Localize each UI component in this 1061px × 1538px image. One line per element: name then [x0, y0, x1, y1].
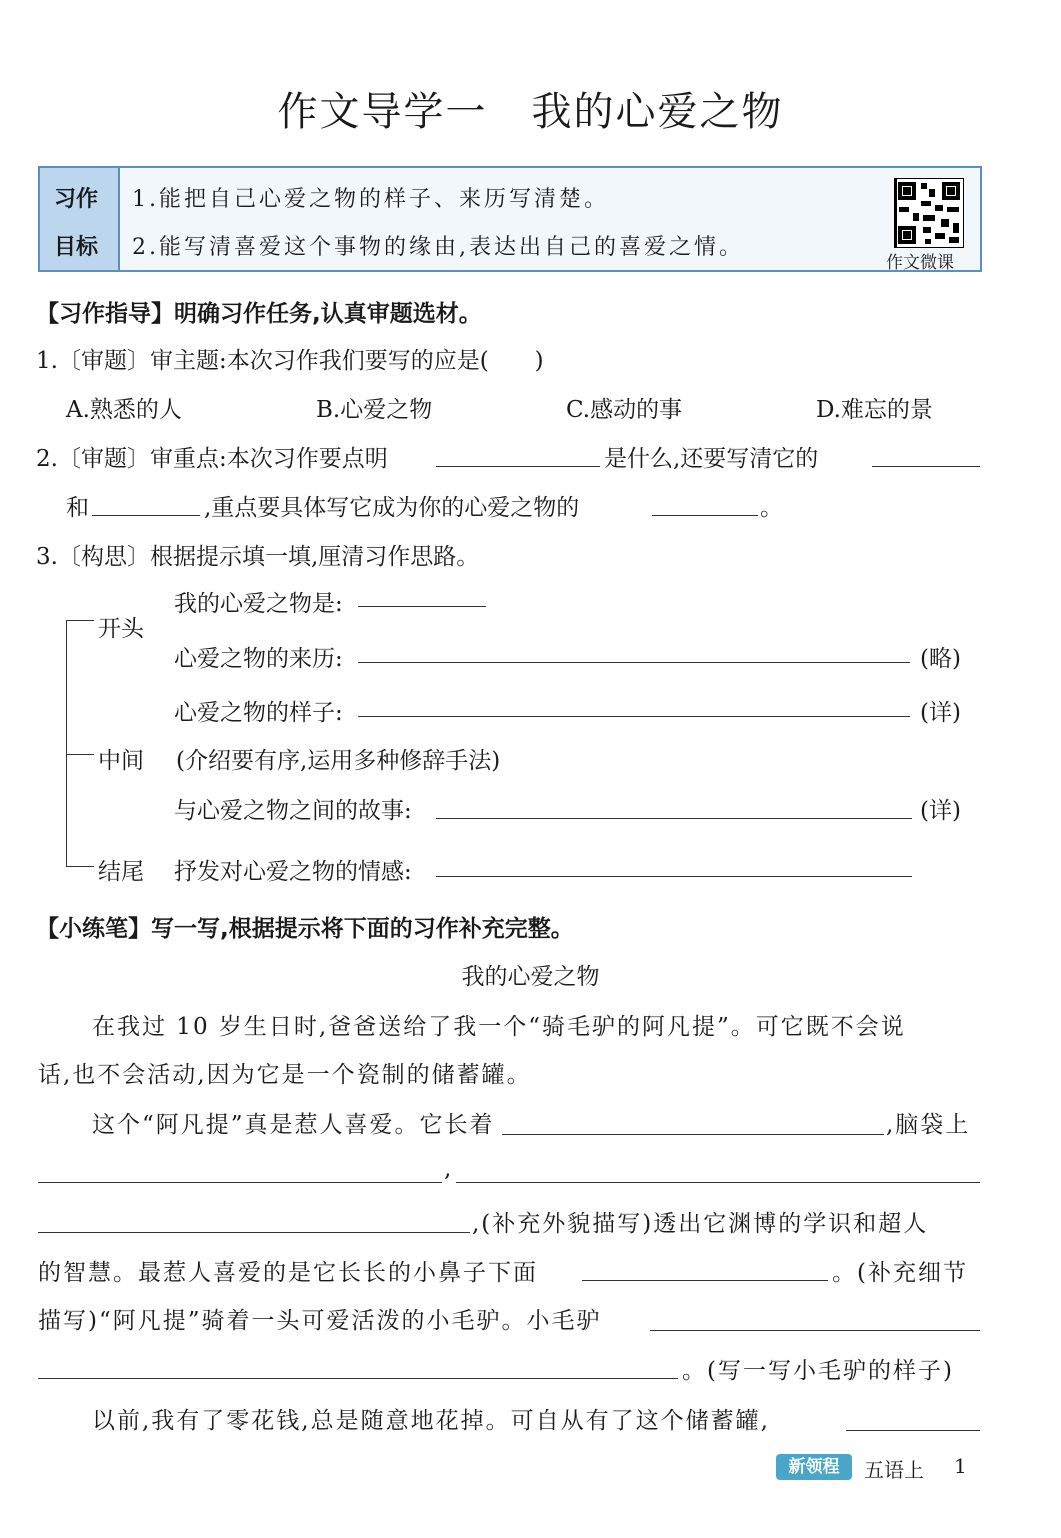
outline-row-5: 与心爱之物之间的故事: — [174, 798, 412, 824]
goals-label-line1: 习作 — [54, 187, 99, 212]
essay-p2-g: 描写)“阿凡提”骑着一头可爱活泼的小毛驴。小毛驴 — [38, 1308, 602, 1334]
outline-bracket — [66, 620, 67, 866]
publisher-badge: 新领程 — [776, 1454, 852, 1480]
title-part2: 我的心爱之物 — [531, 89, 784, 135]
practice-heading: 【小练笔】写一写,根据提示将下面的习作补充完整。 — [36, 916, 574, 942]
blank-outline-1[interactable] — [358, 606, 486, 607]
essay-p2-b: ,脑袋上 — [886, 1112, 971, 1138]
outline-row-4: (介绍要有序,运用多种修辞手法) — [176, 748, 501, 774]
question-2-part1: 2.〔审题〕审重点:本次习作要点明 — [36, 446, 388, 472]
outline-tick-start — [66, 620, 94, 621]
essay-title: 我的心爱之物 — [461, 964, 600, 990]
outline-row-5-note: (详) — [920, 798, 961, 824]
outline-row-2: 心爱之物的来历: — [174, 646, 343, 672]
outline-row-6: 抒发对心爱之物的情感: — [174, 859, 412, 885]
outline-row-2-note: (略) — [920, 646, 961, 672]
blank-essay-1[interactable] — [502, 1134, 884, 1135]
option-d[interactable]: D.难忘的景 — [816, 397, 933, 423]
goals-label — [40, 168, 120, 270]
question-2-part4: ,重点要具体写它成为你的心爱之物的 — [204, 495, 580, 521]
qr-code-icon[interactable] — [894, 178, 964, 248]
option-b[interactable]: B.心爱之物 — [316, 397, 433, 423]
essay-p1-line2: 话,也不会活动,因为它是一个瓷制的储蓄罐。 — [38, 1062, 532, 1088]
goal-item-1: 1.能把自己心爱之物的样子、来历写清楚。 — [132, 187, 609, 212]
essay-p2-h: 。(写一写小毛驴的样子) — [682, 1358, 954, 1384]
goal-item-2: 2.能写清喜爱这个事物的缘由,表达出自己的喜爱之情。 — [132, 235, 744, 260]
question-2-part2: 是什么,还要写清它的 — [604, 446, 819, 472]
outline-middle-label: 中间 — [98, 748, 144, 774]
blank-q2-2[interactable] — [872, 466, 980, 467]
outline-tick-end — [66, 866, 94, 867]
goals-label-line2: 目标 — [54, 235, 99, 260]
guide-heading: 【习作指导】明确习作任务,认真审题选材。 — [36, 301, 482, 327]
essay-p2-f: 。(补充细节 — [832, 1260, 968, 1286]
question-2-part5: 。 — [760, 495, 783, 521]
blank-essay-4[interactable] — [38, 1232, 470, 1233]
essay-p1-line1: 在我过 10 岁生日时,爸爸送给了我一个“骑毛驴的阿凡提”。可它既不会说 — [92, 1014, 906, 1040]
blank-q2-3[interactable] — [92, 515, 200, 516]
blank-essay-8[interactable] — [846, 1430, 980, 1431]
writing-goals-box — [38, 166, 982, 272]
essay-p2-c: , — [444, 1156, 454, 1182]
blank-q2-1[interactable] — [436, 466, 600, 467]
blank-essay-2[interactable] — [38, 1182, 442, 1183]
blank-outline-5[interactable] — [436, 818, 912, 819]
blank-q2-4[interactable] — [652, 515, 758, 516]
essay-p2-e: 的智慧。最惹人喜爱的是它长长的小鼻子下面 — [38, 1260, 538, 1286]
outline-row-3-note: (详) — [920, 700, 961, 726]
outline-end-label: 结尾 — [98, 859, 144, 885]
essay-p2-a: 这个“阿凡提”真是惹人喜爱。它长着 — [92, 1112, 495, 1138]
outline-start-label: 开头 — [98, 616, 144, 642]
blank-essay-6[interactable] — [650, 1330, 980, 1331]
blank-essay-5[interactable] — [582, 1280, 828, 1281]
essay-p2-d: ,(补充外貌描写)透出它渊博的学识和超人 — [472, 1211, 929, 1237]
blank-essay-3[interactable] — [456, 1182, 980, 1183]
qr-caption: 作文微课 — [886, 253, 954, 273]
essay-p3-a: 以前,我有了零花钱,总是随意地花掉。可自从有了这个储蓄罐, — [92, 1408, 770, 1434]
outline-row-3: 心爱之物的样子: — [174, 700, 343, 726]
blank-essay-7[interactable] — [38, 1378, 678, 1379]
option-a[interactable]: A.熟悉的人 — [66, 397, 182, 423]
blank-outline-2[interactable] — [358, 662, 910, 663]
option-c[interactable]: C.感动的事 — [566, 397, 683, 423]
blank-outline-3[interactable] — [358, 716, 910, 717]
question-1: 1.〔审题〕审主题:本次习作我们要写的应是( ) — [36, 348, 544, 374]
title-part1: 作文导学一 — [277, 89, 488, 135]
question-2-part3: 和 — [66, 495, 89, 521]
blank-outline-6[interactable] — [436, 876, 912, 877]
page-number: 1 — [954, 1454, 967, 1478]
outline-row-1: 我的心爱之物是: — [174, 591, 343, 617]
question-3: 3.〔构思〕根据提示填一填,厘清习作思路。 — [36, 544, 480, 570]
outline-tick-middle — [66, 754, 94, 755]
page-title — [0, 80, 1061, 137]
book-label: 五语上 — [864, 1458, 924, 1482]
